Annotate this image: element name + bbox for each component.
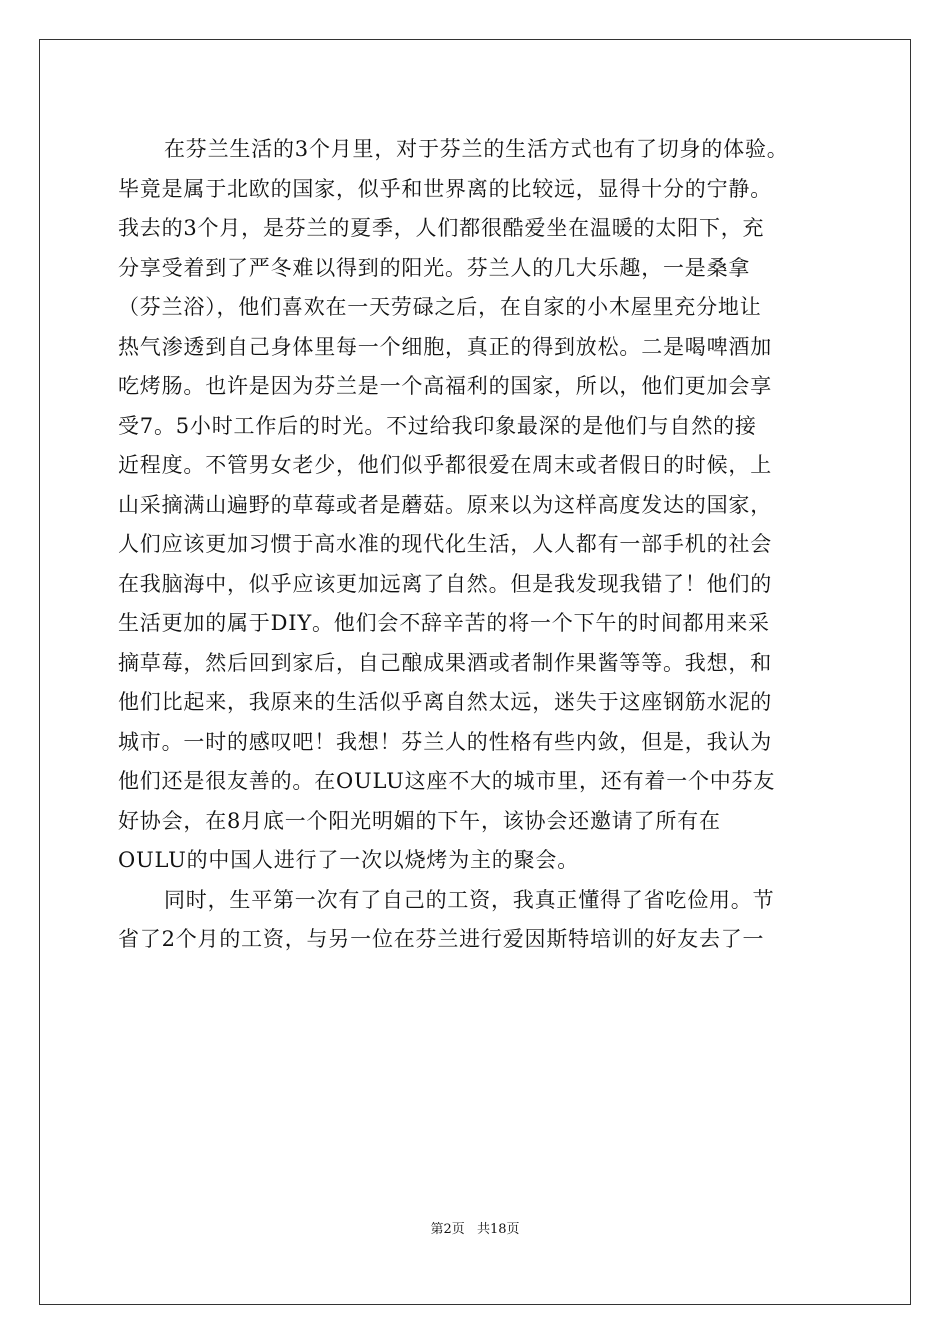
paragraph-line: 受7。5小时工作后的时光。不过给我印象最深的是他们与自然的接 (118, 413, 757, 438)
paragraph-line: OULU的中国人进行了一次以烧烤为主的聚会。 (118, 848, 580, 872)
paragraph-line: （芬兰浴），他们喜欢在一天劳碌之后，在自家的小木屋里充分地让 (118, 295, 762, 319)
paragraph-line: 吃烤肠。也许是因为芬兰是一个高福利的国家，所以，他们更加会享 (118, 374, 772, 398)
paragraph-line: 摘草莓，然后回到家后，自己酿成果酒或者制作果酱等等。我想，和 (118, 650, 772, 675)
paragraph-line: 在我脑海中，似乎应该更加远离了自然。但是我发现我错了！他们的 (118, 571, 772, 596)
paragraph-line: 人们应该更加习惯于高水准的现代化生活，人人都有一部手机的社会 (118, 532, 772, 556)
page-number-current: 第2页 (430, 1222, 465, 1237)
paragraph-line: 热气渗透到自己身体里每一个细胞，真正的得到放松。二是喝啤酒加 (118, 334, 772, 359)
page-number-total: 共18页 (476, 1222, 520, 1237)
paragraph-line: 省了2个月的工资，与另一位在芬兰进行爱因斯特培训的好友去了一 (118, 927, 765, 951)
paragraph-line: 毕竟是属于北欧的国家，似乎和世界离的比较远，显得十分的宁静。 (118, 176, 772, 201)
paragraph-line: 生活更加的属于DIY。他们会不辞辛苦的将一个下午的时间都用来采 (118, 611, 770, 635)
page-footer (0, 1218, 950, 1237)
paragraph-line: 在芬兰生活的3个月里，对于芬兰的生活方式也有了切身的体验。 (164, 137, 789, 161)
paragraph-line: 山采摘满山遍野的草莓或者是蘑菇。原来以为这样高度发达的国家， (118, 492, 772, 517)
paragraph-line: 同时，生平第一次有了自己的工资，我真正懂得了省吃俭用。节 (164, 887, 775, 912)
paragraph-line: 近程度。不管男女老少，他们似乎都很爱在周末或者假日的时候，上 (118, 453, 772, 477)
document-body (118, 130, 838, 960)
paragraph-line: 城市。一时的感叹吧！我想！芬兰人的性格有些内敛，但是，我认为 (118, 729, 772, 754)
paragraph-line: 他们还是很友善的。在OULU这座不大的城市里，还有着一个中芬友 (118, 769, 776, 793)
paragraph-line: 好协会，在8月底一个阳光明媚的下午，该协会还邀请了所有在 (118, 808, 721, 833)
paragraph-line: 我去的3个月，是芬兰的夏季，人们都很酷爱坐在温暖的太阳下，充 (118, 216, 765, 240)
paragraph-line: 分享受着到了严冬难以得到的阳光。芬兰人的几大乐趣，一是桑拿 (118, 255, 751, 280)
paragraph-line: 他们比起来，我原来的生活似乎离自然太远，迷失于这座钢筋水泥的 (118, 690, 772, 714)
